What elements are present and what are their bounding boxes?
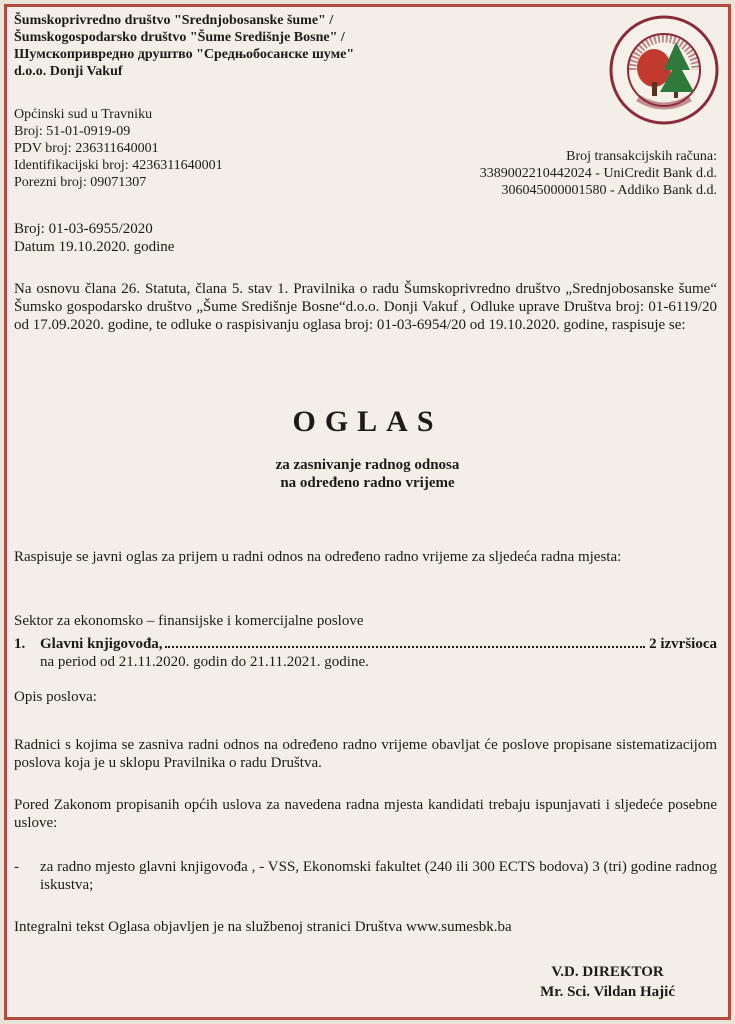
position-count: 2 izvršioca bbox=[649, 636, 717, 652]
announcement-paragraph: Raspisuje se javni oglas za prijem u radni odnos na određeno radno vrijeme za sljedeća radna mjesta: bbox=[14, 549, 622, 565]
job-description-label: Opis poslova: bbox=[14, 689, 97, 705]
sector-line: Sektor za ekonomsko – finansijske i komercijalne poslove bbox=[14, 613, 364, 629]
court-registration bbox=[14, 106, 223, 191]
bank-accounts bbox=[480, 148, 717, 199]
signature-role: V.D. DIREKTOR bbox=[551, 964, 664, 980]
bank-line: 3389002210442024 - UniCredit Bank d.d. bbox=[479, 166, 717, 181]
signature-block bbox=[540, 962, 675, 1002]
duties-paragraph: Radnici s kojima se zasniva radni odnos na određeno radno vrijeme obavljat će poslove propisane sistematizacijom poslova koja je u sklopu Pravilnika o radu Društva. bbox=[14, 737, 717, 771]
page-subtitle bbox=[0, 456, 735, 492]
bank-line: Broj transakcijskih računa: bbox=[566, 149, 717, 164]
reference-date: Datum 19.10.2020. godine bbox=[14, 239, 175, 255]
intro-paragraph: Na osnovu člana 26. Statuta, člana 5. stav 1. Pravilnika o radu Šumskoprivredno društvo „Srednjobosanske šume“ Šumsko gospodarsko društvo „Šume Središnje Bosne“d.o.o. Donji Vakuf , Odluke uprave Društva broj: 01-6119/20 od 17.09.2020. godine, te odluke o raspisivanju oglasa broj: 01-03-6954/20 od 19.10.2020. godine, raspisuje se: bbox=[14, 281, 717, 333]
position-period: na period od 21.11.2020. godin do 21.11.2021. godine. bbox=[40, 654, 369, 670]
company-name-line: Šumskogospodarsko društvo "Šume Središnje Bosne" / bbox=[14, 30, 345, 45]
dotted-leader bbox=[165, 646, 646, 648]
company-name-line: Šumskoprivredno društvo "Srednjobosanske šume" / bbox=[14, 13, 334, 28]
subtitle-line: za zasnivanje radnog odnosa bbox=[275, 457, 460, 473]
signature-name: Mr. Sci. Vildan Hajić bbox=[540, 984, 675, 1000]
subtitle-line: na određeno radno vrijeme bbox=[280, 475, 455, 491]
bullet-dash: - bbox=[14, 859, 19, 875]
company-names bbox=[14, 12, 434, 80]
court-line: Broj: 51-01-0919-09 bbox=[14, 124, 131, 139]
page-title: OGLAS bbox=[292, 405, 443, 438]
conditions-paragraph: Pored Zakonom propisanih općih uslova za navedena radna mjesta kandidati trebaju ispunjavati i sljedeće posebne uslove: bbox=[14, 797, 717, 831]
reference-number: Broj: 01-03-6955/2020 bbox=[14, 221, 153, 237]
position-line bbox=[14, 636, 717, 653]
position-number: 1. bbox=[14, 636, 26, 652]
court-line: Identifikacijski broj: 4236311640001 bbox=[14, 158, 223, 173]
requirement-item bbox=[14, 858, 717, 894]
company-logo bbox=[608, 14, 720, 126]
bank-line: 306045000001580 - Addiko Bank d.d. bbox=[501, 183, 717, 198]
integral-text-note: Integralni tekst Oglasa objavljen je na službenoj stranici Društva www.sumesbk.ba bbox=[14, 919, 512, 935]
court-line: PDV broj: 236311640001 bbox=[14, 141, 159, 156]
court-line: Općinski sud u Travniku bbox=[14, 107, 153, 122]
document-reference bbox=[14, 220, 174, 256]
court-line: Porezni broj: 09071307 bbox=[14, 175, 147, 190]
position-name: Glavni knjigovođa, bbox=[40, 636, 163, 652]
company-name-line: d.o.o. Donji Vakuf bbox=[14, 64, 123, 79]
company-name-line: Шумскопривредно друштво "Средњобосанске шуме" bbox=[14, 47, 355, 62]
requirement-text: za radno mjesto glavni knjigovođa , - VSS, Ekonomski fakultet (240 ili 300 ECTS bodova) 3 (tri) godine radnog iskustva; bbox=[40, 859, 717, 893]
